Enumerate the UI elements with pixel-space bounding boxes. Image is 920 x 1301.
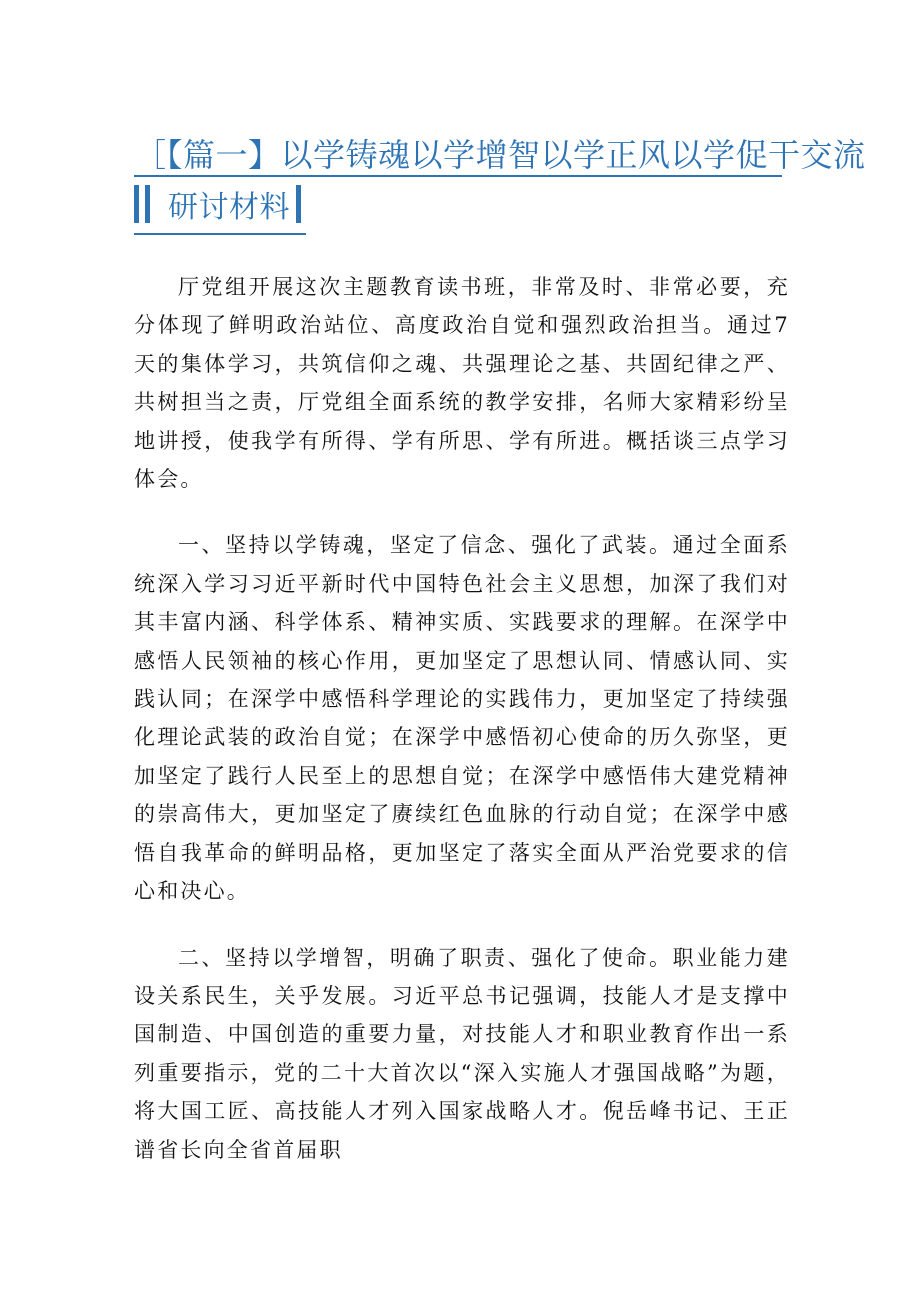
document-title-line-2 (134, 182, 301, 226)
title-underline (134, 175, 782, 177)
document-body (134, 268, 790, 1197)
title-bar-right (296, 185, 301, 223)
title-bar-left-2 (145, 185, 150, 223)
paragraph-section-2: 二、坚持以学增智，明确了职责、强化了使命。职业能力建设关系民生，关乎发展。习近平总书记强调，技能人才是支撑中国制造、中国创造的重要力量，对技能人才和职业教育作出一系列重要指示，党的二十大首次以“深入实施人才强国战略”为题，将大国工匠、高技能人才列入国家战略人才。倪岳峰书记、王正谱省长向全省首届职 (134, 945, 790, 1162)
title-underline-2 (134, 233, 306, 235)
document-title-line-1: ［【篇一】以学铸魂以学增智以学正风以学促干交流 (134, 136, 866, 174)
document-title-subtitle: 研讨材料 (168, 190, 290, 225)
title-bar-left-1 (134, 185, 139, 223)
paragraph-intro: 厅党组开展这次主题教育读书班，非常及时、非常必要，充分体现了鲜明政治站位、高度政治自觉和强烈政治担当。通过7天的集体学习，共筑信仰之魂、共强理论之基、共固纪律之严、共树担当之责，厅党组全面系统的教学安排，名师大家精彩纷呈地讲授，使我学有所得、学有所思、学有所进。概括谈三点学习体会。 (134, 275, 790, 492)
paragraph-section-1: 一、坚持以学铸魂，坚定了信念、强化了武装。通过全面系统深入学习习近平新时代中国特色社会主义思想，加深了我们对其丰富内涵、科学体系、精神实质、实践要求的理解。在深学中感悟人民领袖的核心作用，更加坚定了思想认同、情感认同、实践认同；在深学中感悟科学理论的实践伟力，更加坚定了持续强化理论武装的政治自觉；在深学中感悟初心使命的历久弥坚，更加坚定了践行人民至上的思想自觉；在深学中感悟伟大建党精神的崇高伟大，更加坚定了赓续红色血脉的行动自觉；在深学中感悟自我革命的鲜明品格，更加坚定了落实全面从严治党要求的信心和决心。 (134, 533, 790, 904)
